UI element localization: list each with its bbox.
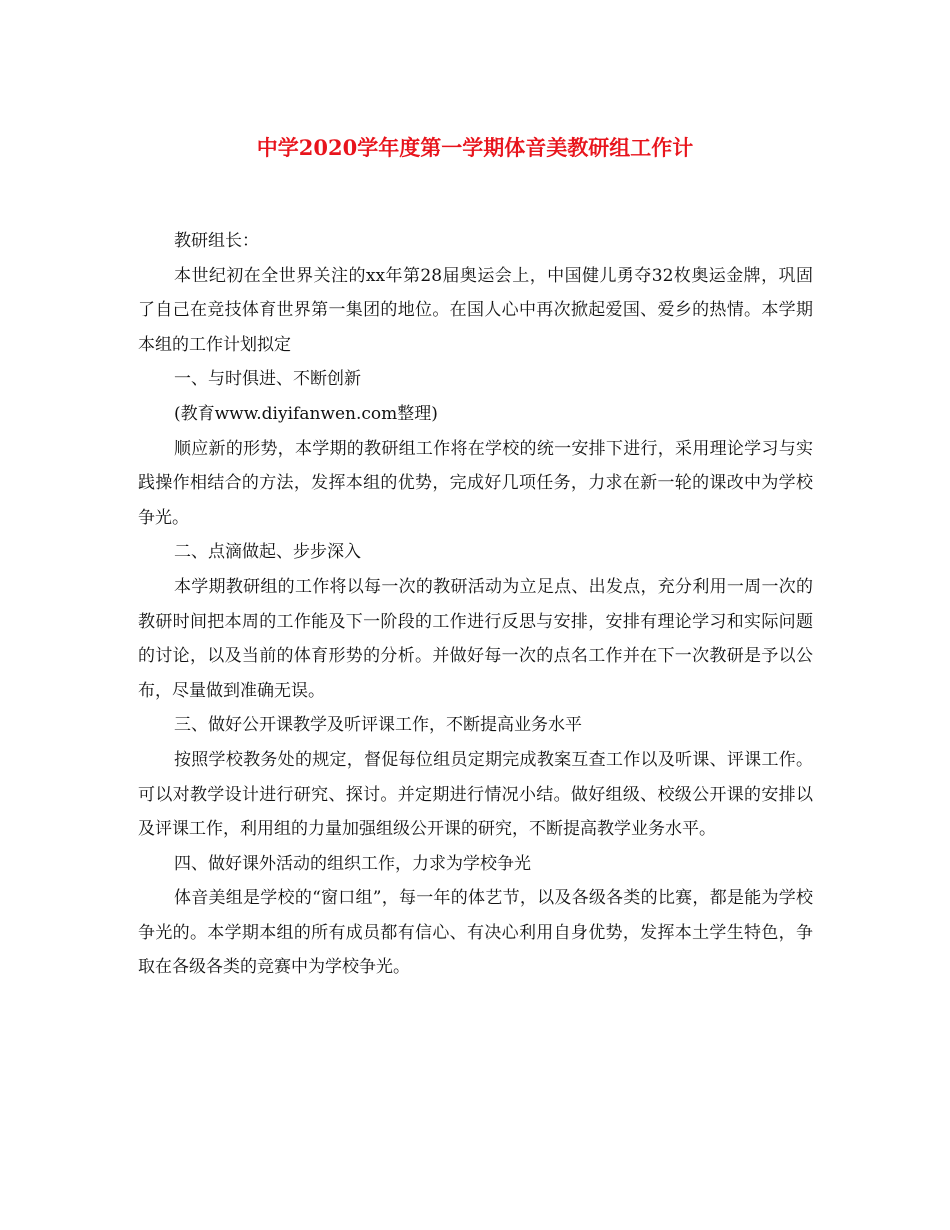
section-heading-3: 三、做好公开课教学及听评课工作，不断提高业务水平: [174, 715, 582, 736]
source-note: (教育www.diyifanwen.com整理): [174, 403, 438, 424]
document-body: [138, 224, 813, 985]
paragraph-group-leader: 教研组长：: [174, 231, 259, 251]
section-heading-2: 二、点滴做起、步步深入: [174, 542, 361, 563]
paragraph-section-2: 本学期教研组的工作将以每一次的教研活动为立足点、出发点，充分利用一周一次的教研时间把本周的工作能及下一阶段的工作进行反思与安排，安排有理论学习和实际问题的讨论，以及当前的体育形势的分析。并做好每一次的点名工作并在下一次教研是予以公布，尽量做到准确无误。: [138, 576, 813, 701]
document-title: 中学2020学年度第一学期体音美教研组工作计: [256, 135, 694, 160]
paragraph-section-1: 顺应新的形势，本学期的教研组工作将在学校的统一安排下进行，采用理论学习与实践操作相结合的方法，发挥本组的优势，完成好几项任务，力求在新一轮的课改中为学校争光。: [138, 438, 813, 528]
paragraph-section-4: 体音美组是学校的“窗口组”，每一年的体艺节，以及各级各类的比赛，都是能为学校争光的。本学期本组的所有成员都有信心、有决心利用自身优势，发挥本土学生特色，争取在各级各类的竞赛中为学校争光。: [138, 888, 813, 978]
paragraph-section-3: 按照学校教务处的规定，督促每位组员定期完成教案互查工作以及听课、评课工作。可以对教学设计进行研究、探讨。并定期进行情况小结。做好组级、校级公开课的安排以及评课工作，利用组的力量加强组级公开课的研究，不断提高教学业务水平。: [138, 749, 813, 840]
section-heading-1: 一、与时俱进、不断创新: [174, 369, 361, 390]
section-heading-4: 四、做好课外活动的组织工作，力求为学校争光: [174, 853, 531, 874]
paragraph-intro: 本世纪初在全世界关注的xx年第28届奥运会上，中国健儿勇夺32枚奥运金牌，巩固了自己在竞技体育世界第一集团的地位。在国人心中再次掀起爱国、爱乡的热情。本学期本组的工作计划拟定: [138, 265, 813, 355]
